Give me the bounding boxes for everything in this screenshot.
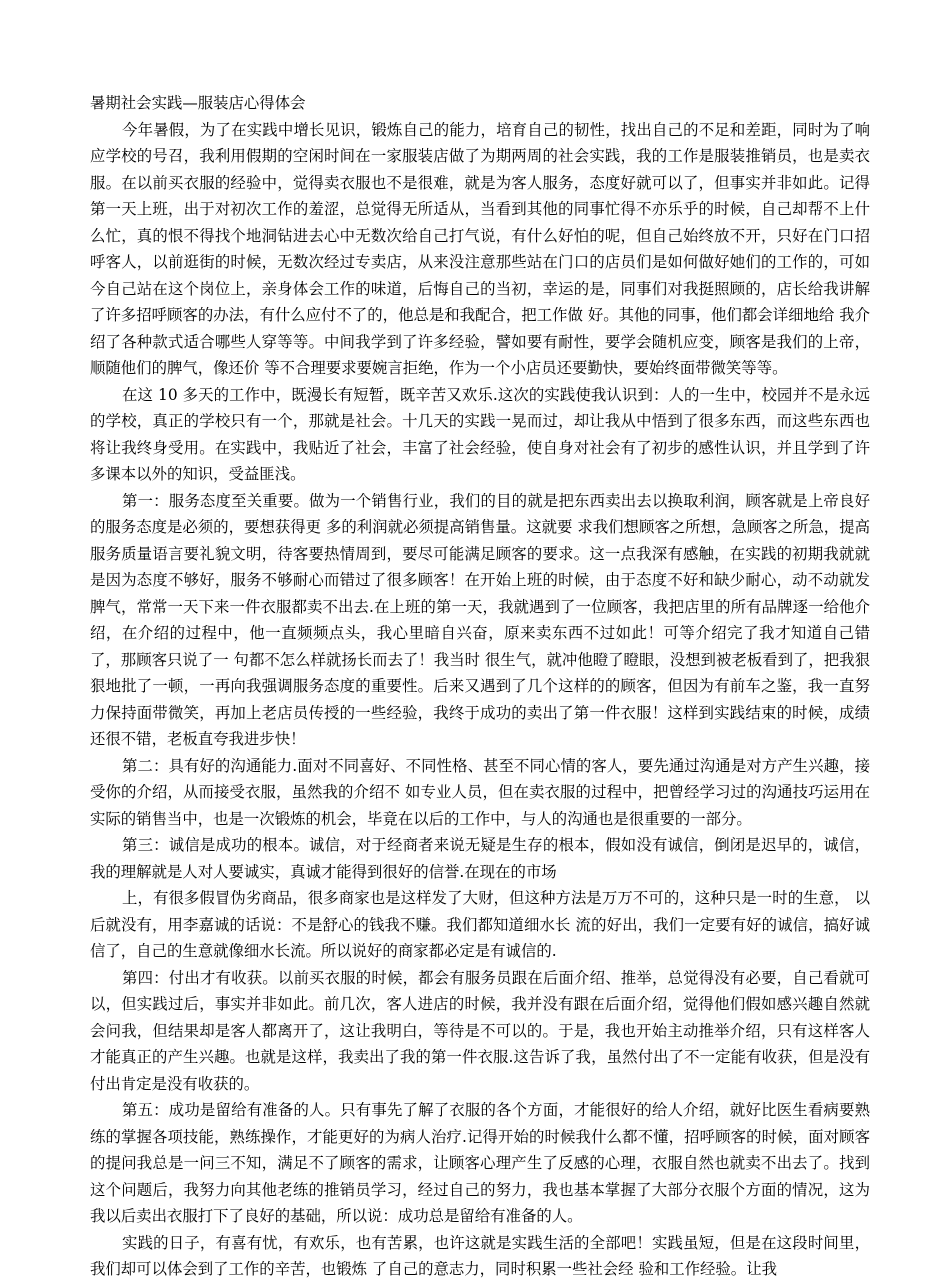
document-page	[90, 90, 870, 1283]
paragraph-reflection: 在这 10 多天的工作中，既漫长有短暂，既辛苦又欢乐.这次的实践使我认识到：人的一生中，校园并不是永远的学校，真正的学校只有一个，那就是社会。十几天的实践一晃而过，却让我从中悟到了很多东西，而这些东西也将让我终身受用。在实践中，我贴近了社会，丰富了社会经验，使自身对社会有了初步的感性认识，并且学到了许多课本以外的知识，受益匪浅。	[90, 385, 870, 483]
paragraph-point-one: 第一：服务态度至关重要。做为一个销售行业，我们的目的就是把东西卖出去以换取利润，顾客就是上帝良好的服务态度是必须的，要想获得更 多的利润就必须提高销售量。这就要 求我们想顾客之所想，急顾客之所急，提高服务质量语言要礼貌文明，待客要热情周到，要尽可能满足顾客的要求。这一点我深有感触，在实践的初期我就就是因为态度不够好，服务不够耐心而错过了很多顾客！在开始上班的时候，由于态度不好和缺少耐心，动不动就发脾气，常常一天下来一件衣服都卖不出去.在上班的第一天，我就遇到了一位顾客，我把店里的所有品牌逐一给他介绍，在介绍的过程中，他一直频频点头，我心里暗自兴奋，原来卖东西不过如此！可等介绍完了我才知道自己错了，那顾客只说了一 句都不怎么样就扬长而去了！我当时 很生气，就冲他瞪了瞪眼，没想到被老板看到了，把我狠狠地批了一顿，一再向我强调服务态度的重要性。后来又遇到了几个这样的的顾客，但因为有前车之鉴，我一直努力保持面带微笑，再加上老店员传授的一些经验，我终于成功的卖出了第一件衣服！这样到实践结束的时候，成绩还很不错，老板直夸我进步快！	[90, 491, 870, 748]
paragraph-conclusion: 实践的日子，有喜有忧，有欢乐，也有苦累，也许这就是实践生活的全部吧！实践虽短，但是在这段时间里，我们却可以体会到了工作的辛苦，也锻炼 了自己的意志力，同时积累一些社会经 验和工作经验。让我	[90, 1233, 870, 1278]
paragraph-point-three: 第三：诚信是成功的根本。诚信，对于经商者来说无疑是生存的根本，假如没有诚信，倒闭是迟早的，诚信，我的理解就是人对人要诚实，真诚才能得到很好的信誉.在现在的市场	[90, 836, 870, 881]
paragraph-point-five: 第五：成功是留给有准备的人。只有事先了解了衣服的各个方面，才能很好的给人介绍，就好比医生看病要熟练的掌握各项技能，熟练操作，才能更好的为病人治疗.记得开始的时候我什么都不懂，招呼顾客的时候，面对顾客的提问我总是一问三不知，满足不了顾客的需求，让顾客心理产生了反感的心理，衣服自然也就卖不出去了。找到这个问题后，我努力向其他老练的推销员学习，经过自己的努力，我也基本掌握了大部分衣服个方面的情况，这为我以后卖出衣服打下了良好的基础，所以说：成功总是留给有准备的人。	[90, 1101, 870, 1225]
paragraph-point-three-continued: 上，有很多假冒伪劣商品，很多商家也是这样发了大财，但这种方法是万万不可的，这种只是一时的生意， 以后就没有，用李嘉诚的话说：不是舒心的钱我不赚。我们都知道细水长 流的好出，我们一定要有好的诚信，搞好诚信了，自己的生意就像细水长流。所以说好的商家都必定是有诚信的.	[90, 889, 870, 960]
paragraph-intro: 今年暑假，为了在实践中增长见识，锻炼自己的能力，培育自己的韧性，找出自己的不足和差距，同时为了响应学校的号召，我利用假期的空闲时间在一家服装店做了为期两周的社会实践，我的工作是服装推销员，也是卖衣服。在以前买衣服的经验中，觉得卖衣服也不是很难，就是为客人服务，态度好就可以了，但事实并非如此。记得第一天上班，出于对初次工作的羞涩，总觉得无所适从，当看到其他的同事忙得不亦乐乎的时候，自己却帮不上什么忙，真的恨不得找个地洞钻进去心中无数次给自己打气说，有什么好怕的呢，但自己始终放不开，只好在门口招呼客人，以前逛街的时候，无数次经过专卖店，从来没注意那些站在门口的店员们是如何做好她们的工作的，可如今自己站在这个岗位上，亲身体会工作的味道，后悔自己的当初，幸运的是，同事们对我挺照顾的，店长给我讲解了许多招呼顾客的办法，有什么应付不了的，他总是和我配合，把工作做 好。其他的同事，他们都会详细地给 我介绍了各种款式适合哪些人穿等等。中间我学到了许多经验，譬如要有耐性，要学会随机应变，顾客是我们的上帝，顺随他们的脾气，像还价 等不合理要求要婉言拒绝，作为一个小店员还要勤快，要始终面带微笑等等。	[90, 120, 870, 377]
document-title: 暑期社会实践—服装店心得体会	[90, 94, 306, 112]
paragraph-point-two: 第二：具有好的沟通能力.面对不同喜好、不同性格、甚至不同心情的客人，要先通过沟通是对方产生兴趣，接受你的介绍，从而接受衣服，虽然我的介绍不 如专业人员，但在卖衣服的过程中，把曾经学习过的沟通技巧运用在实际的销售当中，也是一次锻炼的机会，毕竟在以后的工作中，与人的沟通也是很重要的一部分。	[90, 756, 870, 828]
paragraph-point-four: 第四：付出才有收获。以前买衣服的时候，都会有服务员跟在后面介绍、推举，总觉得没有必要，自己看就可以，但实践过后，事实并非如此。前几次，客人进店的时候，我并没有跟在后面介绍，觉得他们假如感兴趣自然就会问我，但结果却是客人都离开了，这让我明白，等待是不可以的。于是，我也开始主动推举介绍，只有这样客人才能真正的产生兴趣。也就是这样，我卖出了我的第一件衣服.这告诉了我，虽然付出了不一定能有收获，但是没有付出肯定是没有收获的。	[90, 968, 870, 1093]
